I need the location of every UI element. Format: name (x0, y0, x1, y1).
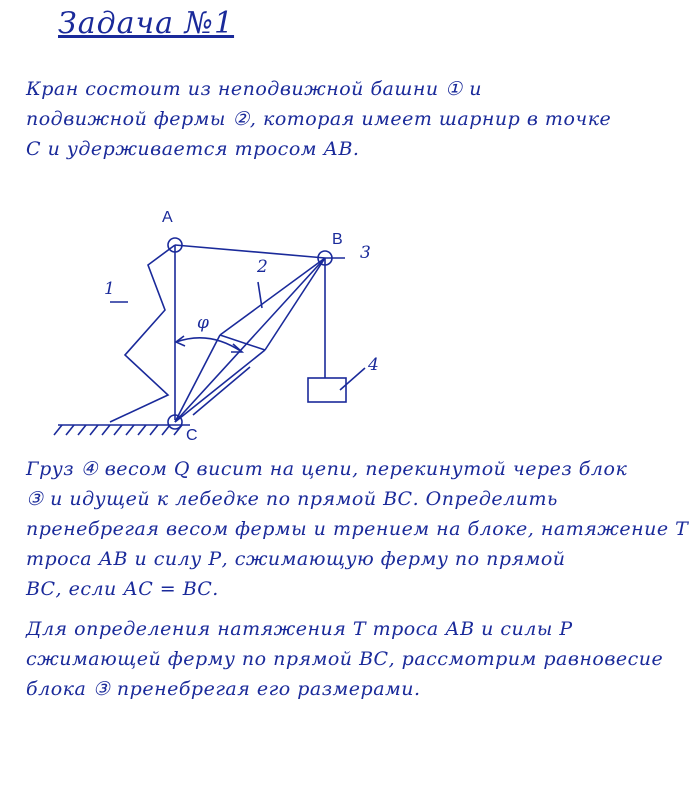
condition-text (26, 454, 689, 604)
label-phi: φ (197, 313, 209, 333)
solution-line: блока ③ пренебрегая его размерами. (26, 678, 421, 700)
label-a: A (162, 209, 173, 226)
condition-line: ВС, если АС = ВС. (26, 578, 219, 600)
condition-line: ③ и идущей к лебедке по прямой ВС. Определить (26, 488, 558, 510)
solution-text (26, 614, 676, 704)
problem-line: подвижной фермы ②, которая имеет шарнир в точке (26, 108, 612, 130)
crane-diagram (40, 190, 400, 445)
problem-line: С и удерживается тросом АВ. (26, 138, 360, 160)
label-4: 4 (368, 355, 379, 375)
problem-line: Кран состоит из неподвижной башни ① и (26, 78, 482, 100)
solution-line: сжимающей ферму по прямой ВС, рассмотрим равновесие (26, 648, 664, 670)
problem-statement (26, 74, 676, 164)
label-2-leader (258, 282, 262, 308)
label-1: 1 (104, 279, 115, 299)
page-title: Задача №1 (58, 6, 235, 41)
condition-line: Груз ④ весом Q висит на цепи, перекинутой через блок (26, 458, 628, 480)
label-c: C (186, 427, 198, 444)
ground-hatching (54, 425, 182, 435)
condition-line: троса АВ и силу Р, сжимающую ферму по прямой (26, 548, 566, 570)
label-2: 2 (257, 257, 268, 277)
angle-arrowhead (231, 344, 242, 352)
cable-ab (175, 245, 325, 258)
label-b: B (332, 231, 343, 248)
solution-line: Для определения натяжения Т троса АВ и силы Р (26, 618, 573, 640)
movable-truss (175, 258, 325, 422)
condition-line: пренебрегая весом фермы и трением на блоке, натяжение Т (26, 518, 689, 540)
angle-arc (176, 338, 242, 352)
label-4-leader (340, 368, 365, 390)
label-3: 3 (360, 243, 371, 263)
fixed-tower (110, 245, 175, 422)
